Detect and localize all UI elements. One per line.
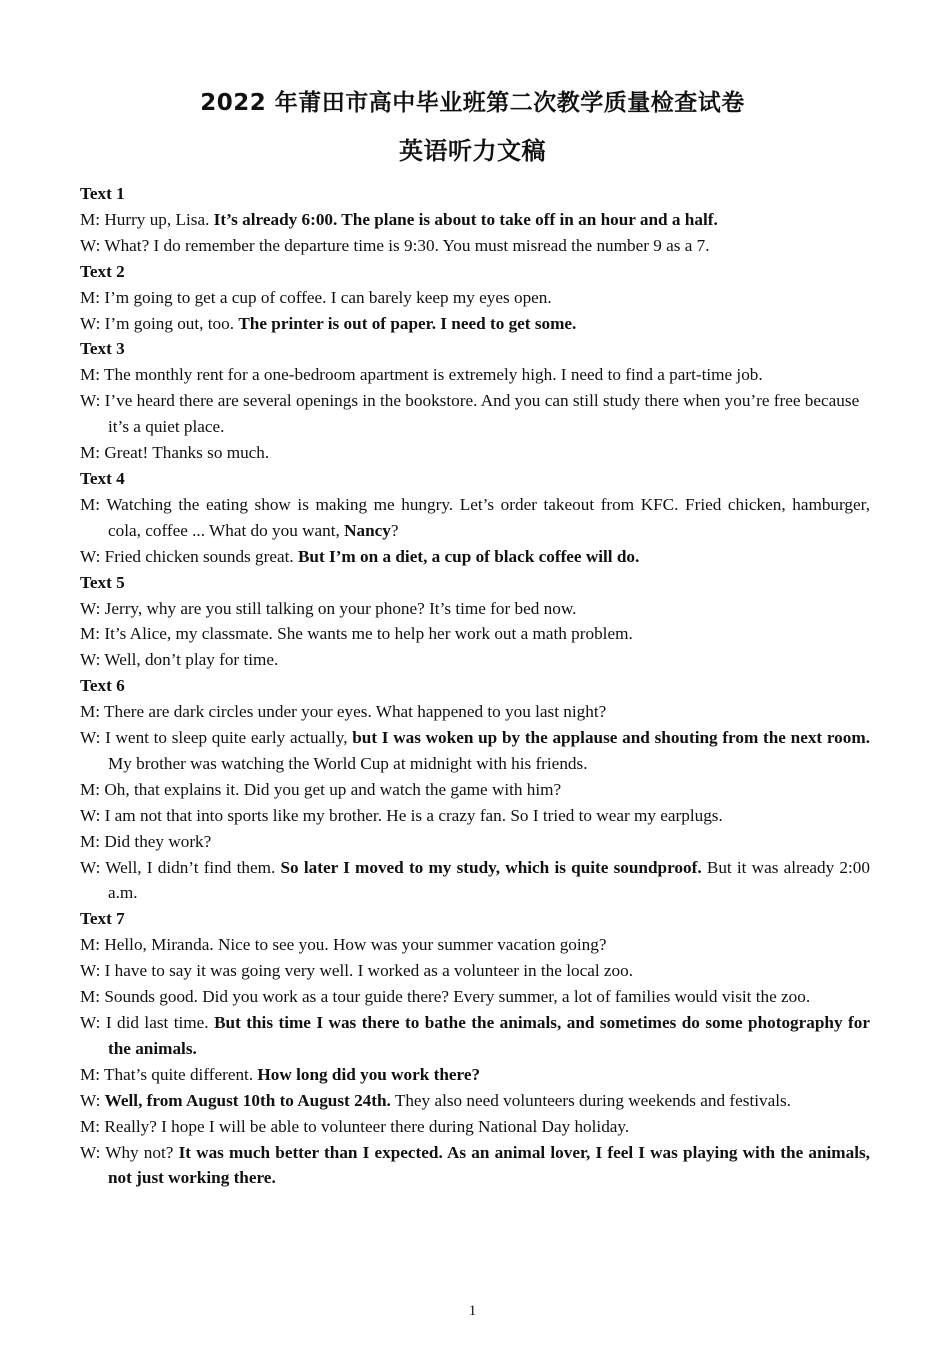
dialogue-line [80, 647, 870, 673]
bold-text-segment: It’s already 6:00. The plane is about to take off in an hour and a half. [213, 209, 718, 229]
bold-text-segment: But this time I was there to bathe the animals, and sometimes do some photography for the animals. [108, 1013, 870, 1058]
text-segment: M: Oh, that explains it. Did you get up and watch the game with him? [80, 779, 562, 799]
dialogue-line [80, 1088, 870, 1114]
text-segment: ? [390, 520, 399, 540]
text-segment: M: Great! Thanks so much. [80, 443, 270, 463]
text-segment: W: Well, I didn’t find them. [80, 857, 281, 877]
text-segment: M: Sounds good. Did you work as a tour guide there? Every summer, a lot of families would visit the zoo. [80, 987, 811, 1007]
dialogue-line [80, 777, 870, 803]
text-segment: W: Why not? [80, 1142, 179, 1162]
section-heading: Text 7 [80, 909, 125, 929]
text-segment: M: There are dark circles under your eyes. What happened to you last night? [80, 702, 607, 722]
dialogue-line [80, 233, 870, 259]
dialogue-line [80, 362, 870, 388]
document-subtitle: 英语听力文稿 [399, 137, 546, 165]
text-segment: M: Hello, Miranda. Nice to see you. How was your summer vacation going? [80, 935, 607, 955]
text-segment: W: I have to say it was going very well. I worked as a volunteer in the local zoo. [80, 961, 634, 981]
bold-text-segment: but I was woken up by the applause and shouting from the next room. [352, 728, 870, 748]
text-segment: M: Watching the eating show is making me hungry. Let’s order takeout from KFC. Fried chicken, hamburger, cola, coffee ... What do you want, [80, 494, 870, 540]
bold-text-segment: But I’m on a diet, a cup of black coffee will do. [297, 546, 640, 566]
text-segment: M: The monthly rent for a one-bedroom apartment is extremely high. I need to find a part-time job. [80, 365, 763, 385]
dialogue-line [80, 803, 870, 829]
bold-text-segment: It was much better than I expected. As an animal lover, I feel I was playing with the animals, not just working there. [108, 1142, 870, 1188]
text-segment: M: Hurry up, Lisa. [80, 209, 214, 229]
section-heading: Text 1 [80, 184, 125, 203]
text-segment: W: What? I do remember the departure time is 9:30. You must misread the number 9 as a 7. [80, 235, 710, 255]
section-heading: Text 3 [80, 339, 125, 359]
dialogue-line [80, 1114, 870, 1140]
bold-text-segment: The printer is out of paper. I need to get some. [238, 313, 577, 333]
dialogue-line [80, 829, 870, 855]
text-segment: M: It’s Alice, my classmate. She wants me to help her work out a math problem. [80, 624, 633, 644]
text-segment: They also need volunteers during weekends and festivals. [390, 1090, 791, 1110]
dialogue-line [80, 1010, 870, 1062]
dialogue-line [80, 855, 870, 907]
document-title: 2022 年莆田市高中毕业班第二次教学质量检查试卷 [200, 90, 745, 116]
section-heading: Text 4 [80, 468, 125, 488]
text-segment: W: I went to sleep quite early actually, [80, 728, 353, 748]
dialogue-line [80, 699, 870, 725]
text-segment: M: That’s quite different. [80, 1064, 258, 1084]
dialogue-line [80, 388, 870, 440]
bold-text-segment: So later I moved to my study, which is quite soundproof. [280, 857, 702, 877]
text-segment: W: [80, 1090, 105, 1110]
text-segment: My brother was watching the World Cup at midnight with his friends. [108, 753, 588, 773]
section-heading: Text 2 [80, 261, 125, 281]
dialogue-line [80, 440, 870, 466]
dialogue-line [80, 958, 870, 984]
dialogue-line [80, 621, 870, 647]
bold-text-segment: How long did you work there? [257, 1064, 481, 1084]
text-segment: W: Fried chicken sounds great. [80, 546, 298, 566]
section-heading: Text 6 [80, 676, 125, 696]
text-segment: M: Did they work? [80, 831, 212, 851]
dialogue-line [80, 1062, 870, 1088]
text-segment: W: Well, don’t play for time. [80, 650, 279, 670]
dialogue-line [80, 725, 870, 777]
dialogue-line [80, 544, 870, 570]
transcript-body [80, 181, 870, 1191]
text-segment: M: Really? I hope I will be able to volunteer there during National Day holiday. [80, 1116, 630, 1136]
page-number: 1 [468, 1303, 477, 1319]
bold-text-segment: Nancy [344, 520, 391, 540]
dialogue-line [80, 311, 870, 337]
text-segment: W: I am not that into sports like my brother. He is a crazy fan. So I tried to wear my earplugs. [80, 805, 723, 825]
dialogue-line [80, 596, 870, 622]
dialogue-line [80, 932, 870, 958]
dialogue-line [80, 984, 870, 1010]
text-segment: M: I’m going to get a cup of coffee. I can barely keep my eyes open. [80, 287, 552, 307]
bold-text-segment: Well, from August 10th to August 24th. [104, 1090, 391, 1110]
dialogue-line [80, 1140, 870, 1192]
text-segment: W: Jerry, why are you still talking on your phone? It’s time for bed now. [80, 598, 577, 618]
text-segment: W: I’m going out, too. [80, 313, 239, 333]
dialogue-line [80, 492, 870, 544]
text-segment: W: I’ve heard there are several openings in the bookstore. And you can still study there when you’re free because it’s a quiet place. [80, 391, 860, 437]
text-segment: W: I did last time. [80, 1013, 215, 1032]
dialogue-line [80, 285, 870, 311]
section-heading: Text 5 [80, 572, 125, 592]
text-segment: But it was already 2:00 a.m. [108, 857, 870, 903]
dialogue-line [80, 207, 870, 233]
